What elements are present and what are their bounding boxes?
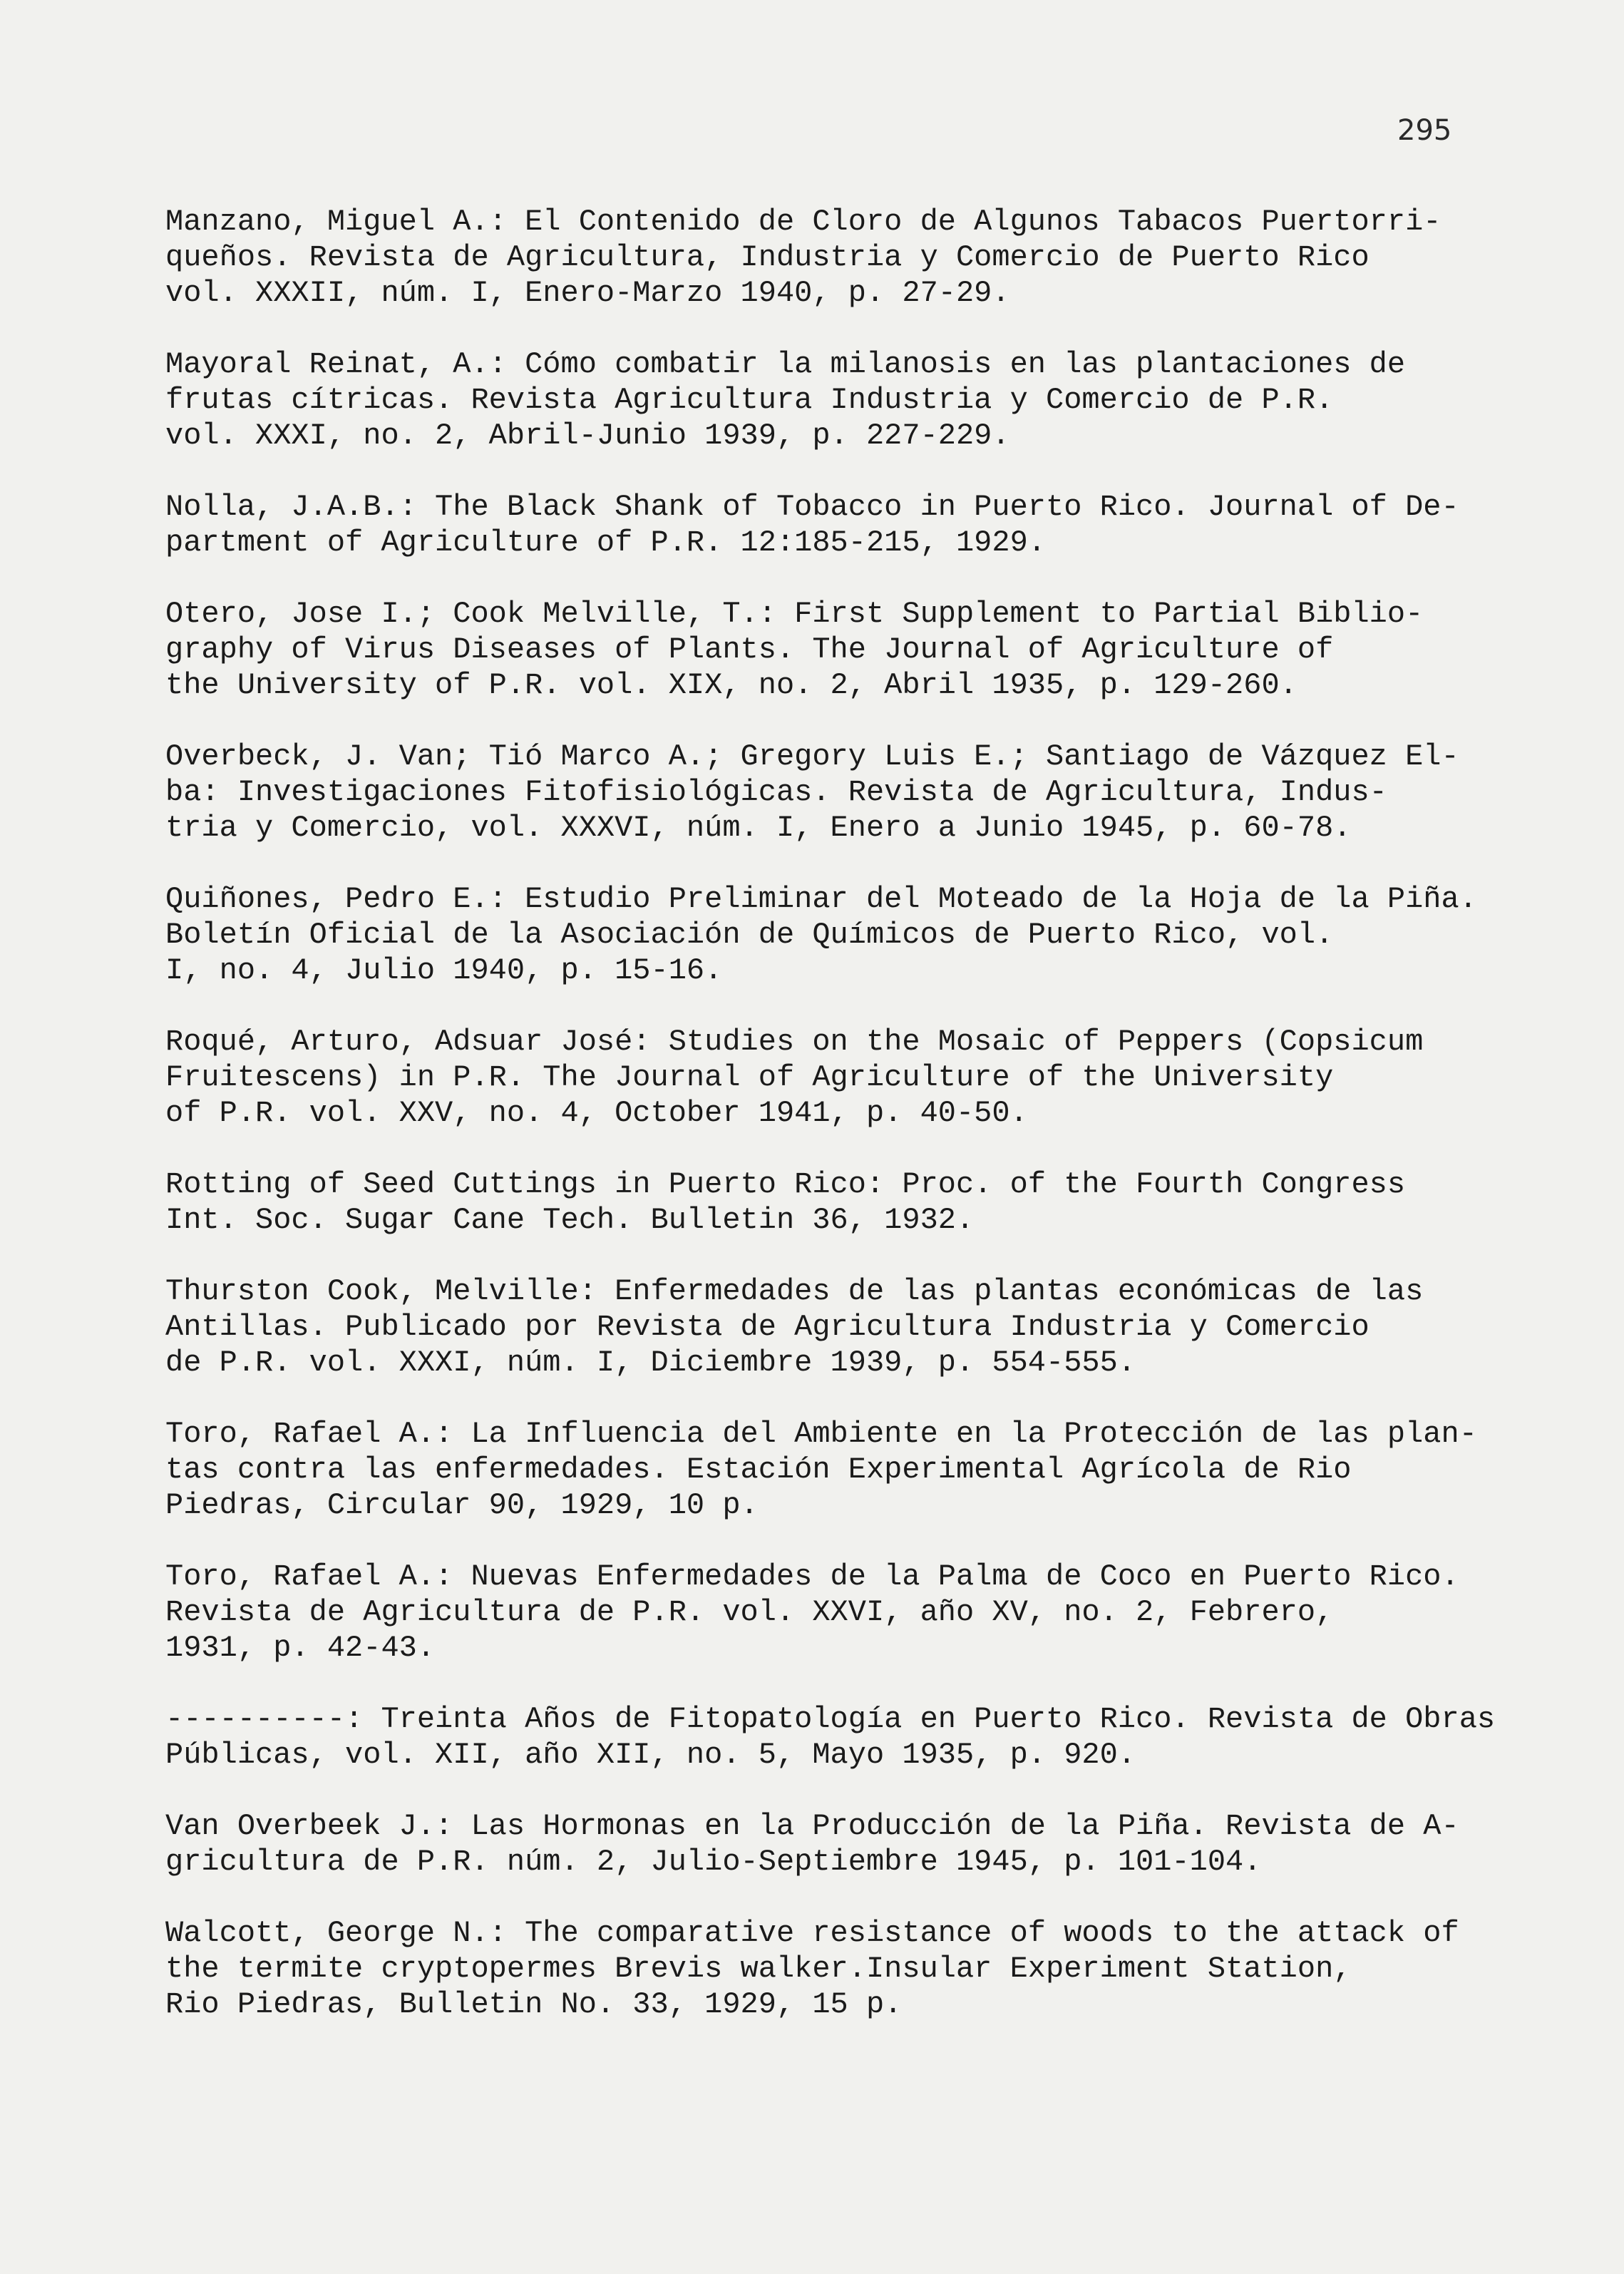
bibliography-entry [165,347,1491,454]
entry-line: Mayoral Reinat, A.: Cómo combatir la milanosis en las plantaciones de [165,347,1406,381]
bibliography-entry [165,1024,1491,1131]
entry-line: Quiñones, Pedro E.: Estudio Preliminar del Moteado de la Hoja de la Piña. [165,882,1477,916]
entry-line: Antillas. Publicado por Revista de Agricultura Industria y Comercio [165,1310,1369,1344]
entry-line: Otero, Jose I.; Cook Melville, T.: First Supplement to Partial Biblio- [165,597,1424,631]
entry-line: tria y Comercio, vol. XXXVI, núm. I, Enero a Junio 1945, p. 60-78. [165,811,1352,845]
entry-line: frutas cítricas. Revista Agricultura Industria y Comercio de P.R. [165,383,1334,417]
bibliography-entry [165,596,1491,703]
entry-line: Revista de Agricultura de P.R. vol. XXVI, año XV, no. 2, Febrero, [165,1595,1334,1629]
entry-line: Rio Piedras, Bulletin No. 33, 1929, 15 p. [165,1987,903,2022]
entry-line: the University of P.R. vol. XIX, no. 2, Abril 1935, p. 129-260. [165,668,1297,702]
entry-line: ----------: Treinta Años de Fitopatología en Puerto Rico. Revista de Obras [165,1702,1496,1736]
entry-line: Roqué, Arturo, Adsuar José: Studies on the Mosaic of Peppers (Copsicum [165,1025,1424,1059]
bibliography-entry [165,881,1491,988]
entry-line: Piedras, Circular 90, 1929, 10 p. [165,1488,759,1522]
entry-line: de P.R. vol. XXXI, núm. I, Diciembre 1939, p. 554-555. [165,1346,1136,1380]
entry-line: Int. Soc. Sugar Cane Tech. Bulletin 36, 1932. [165,1203,975,1237]
entry-line: partment of Agriculture of P.R. 12:185-215, 1929. [165,526,1047,560]
bibliography-entry [165,1416,1491,1523]
entry-line: Boletín Oficial de la Asociación de Químicos de Puerto Rico, vol. [165,918,1334,952]
entry-line: ba: Investigaciones Fitofisiológicas. Revista de Agricultura, Indus- [165,775,1387,809]
entry-line: tas contra las enfermedades. Estación Experimental Agrícola de Rio [165,1453,1352,1487]
entry-line: the termite cryptopermes Brevis walker.Insular Experiment Station, [165,1952,1352,1986]
bibliography-entry [165,1701,1496,1773]
entry-line: Manzano, Miguel A.: El Contenido de Cloro de Algunos Tabacos Puertorri- [165,205,1441,239]
entry-line: Fruitescens) in P.R. The Journal of Agriculture of the University [165,1060,1334,1095]
entry-line: Rotting of Seed Cuttings in Puerto Rico: Proc. of the Fourth Congress [165,1167,1406,1202]
entry-line: Thurston Cook, Melville: Enfermedades de las plantas económicas de las [165,1274,1424,1308]
entry-line: 1931, p. 42-43. [165,1631,436,1665]
bibliography-entry [165,1808,1491,1880]
bibliography-entry [165,204,1491,311]
entry-line: Nolla, J.A.B.: The Black Shank of Tobacco in Puerto Rico. Journal of De- [165,490,1459,524]
entry-line: Toro, Rafael A.: Nuevas Enfermedades de la Palma de Coco en Puerto Rico. [165,1559,1459,1594]
bibliography-entry [165,1274,1491,1381]
entry-line: Públicas, vol. XII, año XII, no. 5, Mayo 1935, p. 920. [165,1738,1136,1772]
bibliography-entry [165,1915,1491,2022]
entry-line: Toro, Rafael A.: La Influencia del Ambiente en la Protección de las plan- [165,1417,1477,1451]
entry-line: graphy of Virus Diseases of Plants. The Journal of Agriculture of [165,632,1334,667]
entry-line: Overbeck, J. Van; Tió Marco A.; Gregory Luis E.; Santiago de Vázquez El- [165,739,1459,774]
page-number: 295 [1397,114,1452,147]
entry-line: queños. Revista de Agricultura, Industria y Comercio de Puerto Rico [165,240,1369,275]
bibliography-entry [165,489,1491,560]
entry-line: vol. XXXI, no. 2, Abril-Junio 1939, p. 227-229. [165,419,1010,453]
entry-line: Van Overbeek J.: Las Hormonas en la Producción de la Piña. Revista de A- [165,1809,1459,1843]
entry-line: vol. XXXII, núm. I, Enero-Marzo 1940, p. 27-29. [165,276,1010,310]
bibliography-list [165,204,1496,2058]
bibliography-entry [165,1167,1491,1238]
entry-line: gricultura de P.R. núm. 2, Julio-Septiembre 1945, p. 101-104. [165,1845,1262,1879]
entry-line: I, no. 4, Julio 1940, p. 15-16. [165,953,723,988]
entry-line: of P.R. vol. XXV, no. 4, October 1941, p. 40-50. [165,1096,1028,1130]
bibliography-entry [165,739,1491,846]
entry-line: Walcott, George N.: The comparative resistance of woods to the attack of [165,1916,1459,1950]
bibliography-entry [165,1559,1491,1666]
